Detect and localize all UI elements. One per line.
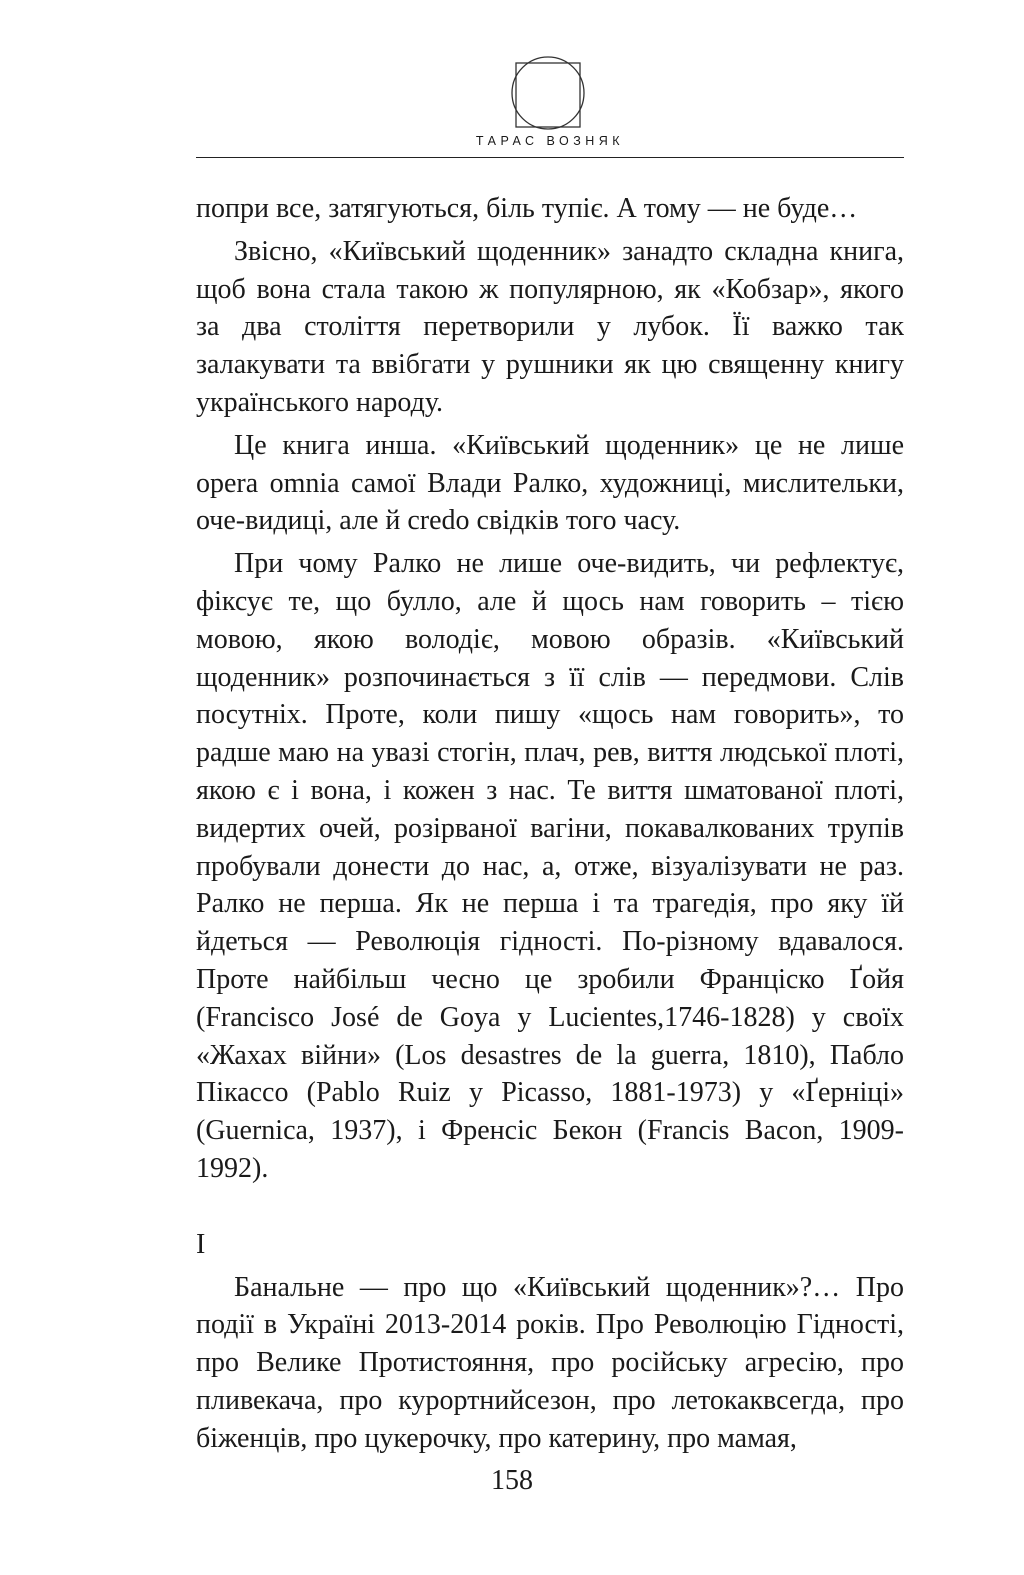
running-head: ТАРАС ВОЗНЯК xyxy=(475,134,625,148)
page-number: 158 xyxy=(491,1465,533,1496)
paragraph-5: Банальне — про що «Київський щоденник»?… Про події в Україні 2013-2014 років. Про Революцію Гідності, про Велике Протистояння, про російську агресію, про пливекача, про курортнийсезон, про летокаквсегда, про біженців, про цукерочку, про катерину, про мамая, xyxy=(196,1271,904,1454)
header-rule xyxy=(196,157,904,158)
paragraph-3: Це книга инша. «Київський щоденник» це не лише opera omnia самої Влади Ралко, художниці, мислительки, оче-видиці, але й credo свідків того часу. xyxy=(196,429,904,537)
circle-square-emblem-icon xyxy=(508,46,588,136)
section-number: I xyxy=(196,1228,206,1260)
paragraph-4: При чому Ралко не лише оче-видить, чи рефлектує, фіксує те, що булло, але й щось нам говорить – тією мовою, якою володіє, мовою образів. «Київський щоденник» розпочинається з її слів — передмови. Слів посутніх. Проте, коли пишу «щось нам говорить», то радше маю на увазі стогін, плач, рев, виття людської плоті, якою є і вона, і кожен з нас. Те виття шматованої плоті, видертих очей, розірваної вагіни, покавалкованих трупів пробували донести до нас, а, отже, візуалізувати не раз. Ралко не перша. Як не перша і та трагедія, про яку їй йдеться — Революція гідності. По-різному вдавалося. Проте найбільш чесно це зробили Франціско Ґойя (Francisco José de Goya y Lucientes,1746-1828) у своїх «Жахах війни» (Los desastres de la guerra, 1810), Пабло Пікассо (Pablo Ruiz y Picasso, 1881-1973) у «Ґерніці» (Guernica, 1937), і Френсіс Бекон (Francis Bacon, 1909-1992). xyxy=(196,548,904,1184)
paragraph-2: Звісно, «Київський щоденник» занадто складна книга, щоб вона стала такою ж популярною, як «Кобзар», якого за два століття перетворили у лубок. Її важко так залакувати та ввібгати у рушники як цю священну книгу українського народу. xyxy=(196,235,904,418)
paragraph-1: попри все, затягуються, біль тупіє. А тому — не буде… xyxy=(196,193,858,224)
body-text xyxy=(196,190,904,1458)
